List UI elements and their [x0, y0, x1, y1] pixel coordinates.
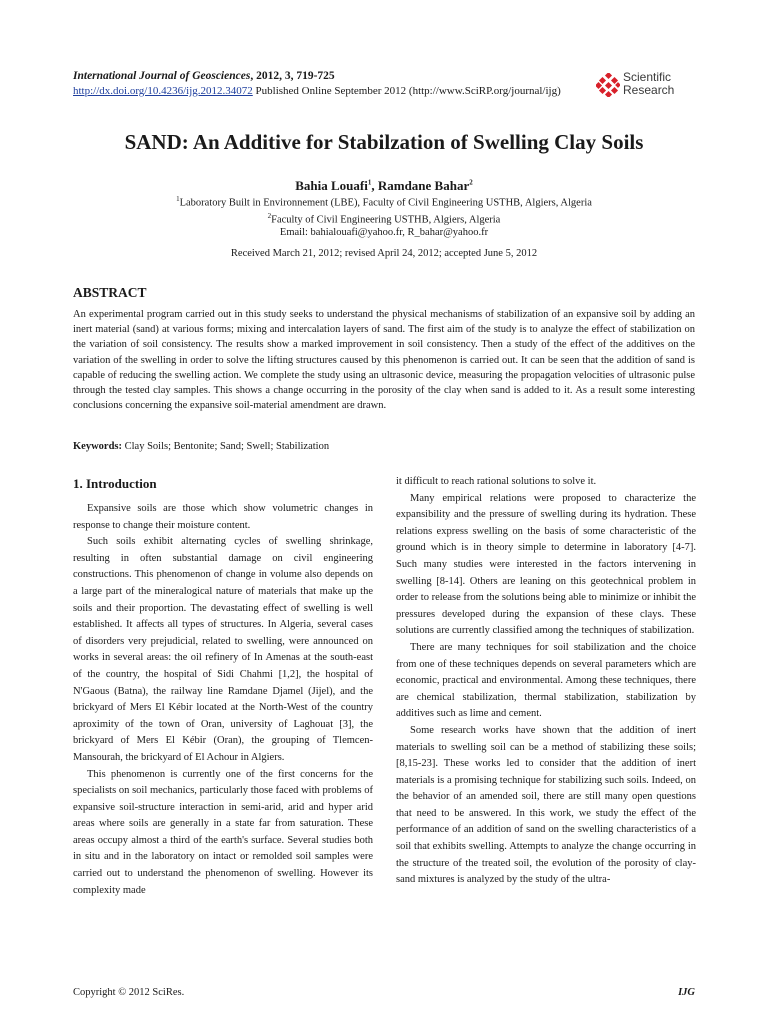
section-heading-introduction: 1. Introduction: [73, 476, 157, 491]
right-column: [396, 474, 696, 889]
paragraph: Many empirical relations were proposed to characterize the expansibility and the pressure of swelling during its hydration. These relations express swelling on the basis of some characteristic of the ground which is in theory simple to determine in laboratory [4-7]. Such many studies were interested in the factors intervening in swelling [8-14]. Others are leaning on this geotechnical problem in order to release from the solutions being able to minimize or inhibit the pressures developed during the expansion of these clays. These solutions are currently classified among the techniques of stabilization.: [396, 492, 696, 637]
affiliation-2-text: Faculty of Civil Engineering USTHB, Algiers, Algeria: [271, 214, 501, 225]
abstract-text: An experimental program carried out in this study seeks to understand the physical mechanisms of stabilization of an expansive soil by adding an inert material (sand) at various forms; mixing and intercalation layers of sand. The first aim of the study is to analyze the effect of stabilization on the variation of soil consistency. The results show a marked improvement in soil consistency. Then a study of the effect of the additives on the variation of the swelling in order to solve the lifting structures caused by this phenomenon is carried out. It can be seen that the addition of sand is capable of reducing the swelling action. We complete the study using an ultrasonic device, measuring the propagation velocities of ultrasonic pulse through the tested clay samples. This shows a change occurring in the porosity of the clay when sand is added to it. As a result some interesting conclusions concerning the expansive soil-material amendment are drawn.: [73, 309, 695, 412]
author-1-sup: 1: [367, 178, 372, 187]
paragraph: it difficult to reach rational solutions to solve it.: [396, 476, 597, 487]
abstract-heading: ABSTRACT: [73, 285, 147, 300]
affiliation-2: [0, 210, 768, 227]
doi-link[interactable]: http://dx.doi.org/10.4236/ijg.2012.34072: [73, 85, 253, 97]
received-dates: Received March 21, 2012; revised April 24, 2012; accepted June 5, 2012: [230, 248, 538, 259]
affiliation-1-text: Laboratory Built in Environnement (LBE), Faculty of Civil Engineering USTHB, Algiers, Algeria: [179, 197, 592, 209]
email-line: Email: bahialouafi@yahoo.fr, R_bahar@yahoo.fr: [279, 227, 489, 238]
journal-name: International Journal of Geosciences: [73, 70, 251, 82]
logo-line-2: Research: [623, 83, 675, 97]
logo-line-1: Scientific: [623, 70, 672, 84]
affiliation-2-sup: 2: [267, 211, 272, 220]
affiliation-1: [0, 193, 768, 210]
paragraph: Some research works have shown that the addition of inert materials to swelling soil can be a method of stabilizing these soils; [8,15-23]. These works led to consider that the addition of inert materials is a promising technique for stabilizing such soils. Indeed, on the behavior of an amended soil, there are still many open questions that need to be answered. In this work, we study the effect of the performance of an addition of sand on the swelling characteristics of a soil that exhibits swelling. Attempts to analyze the change occurring in the structure of the treated soil, the evolution of the porosity of clay-sand mixtures is analyzed by the study of the ultra-: [396, 724, 696, 886]
copyright: Copyright © 2012 SciRes.: [73, 987, 185, 998]
paragraph: There are many techniques for soil stabilization and the choice from one of these techniques depends on several parameters which are economic, practical and environmental. Among these techniques, there are chemical stabilization, thermal stabilization, stabilization by additives such as lime and cement.: [396, 641, 696, 720]
paragraph: Expansive soils are those which show volumetric changes in response to change their moisture content.: [73, 503, 373, 531]
doi-line: [73, 85, 561, 97]
author-1: Bahia Louafi: [295, 178, 368, 193]
journal-volume: , 2012, 3, 719-725: [250, 70, 335, 82]
authors: [0, 178, 768, 194]
publisher-logo: [596, 71, 700, 99]
paper-title: SAND: An Additive for Stabilzation of Swelling Clay Soils: [124, 130, 644, 154]
paragraph: Such soils exhibit alternating cycles of swelling shrinkage, resulting in often substantial damage on civil engineering constructions. This phenomenon of change in volume also depends on a large part of the mineralogical nature of materials that make up the soils and their proportion. The devastating effect of swelling is well established. It affects all types of structures. In Algeria, several cases of disorders very prejudicial, related to swelling, were announced on works in several areas: the oil refinery of In Amenas at the south-east of the country, the hospital of Sidi Chahmi [1,2], the hospital of N'Gaous (Batna), the railway line Ramdane Djamel (Jijel), and the brickyard of Mers El Kébir located at the North-West of the country aproximity of the town of Oran, university of Laghouat [3], the brickyard of Mers El Kébir (Oran), the grouping of Tlemcen-Mansourah, the brickyard of El Achour in Algiers.: [73, 536, 373, 763]
author-2-sup: 2: [469, 178, 473, 187]
keywords-text: Clay Soils; Bentonite; Sand; Swell; Stabilization: [122, 441, 330, 452]
affiliations: [0, 193, 768, 239]
author-separator: ,: [371, 178, 378, 193]
left-column: [73, 501, 373, 899]
logo-text: [623, 71, 674, 97]
journal-abbreviation: IJG: [678, 987, 695, 998]
published-info: Published Online September 2012 (http://www.SciRP.org/journal/ijg): [252, 85, 561, 97]
scientific-research-logo-icon: [596, 73, 620, 97]
author-2: Ramdane Bahar: [377, 178, 470, 193]
keywords-label: Keywords:: [73, 441, 122, 452]
affiliation-1-sup: 1: [176, 195, 180, 203]
paragraph: This phenomenon is currently one of the first concerns for the specialists on soil mechanics, particularly those faced with problems of expansive soil-structure interaction in semi-arid, arid and hyper arid areas where soils are generally in a state far from saturation. These areas occupy almost a third of the earth's surface. Several studies both in situ and in the laboratory on intact or remolded soil samples were carried out to understand the phenomenon of swelling. However its complexity made: [73, 768, 373, 896]
journal-citation: [73, 70, 335, 82]
keywords: [73, 441, 329, 452]
